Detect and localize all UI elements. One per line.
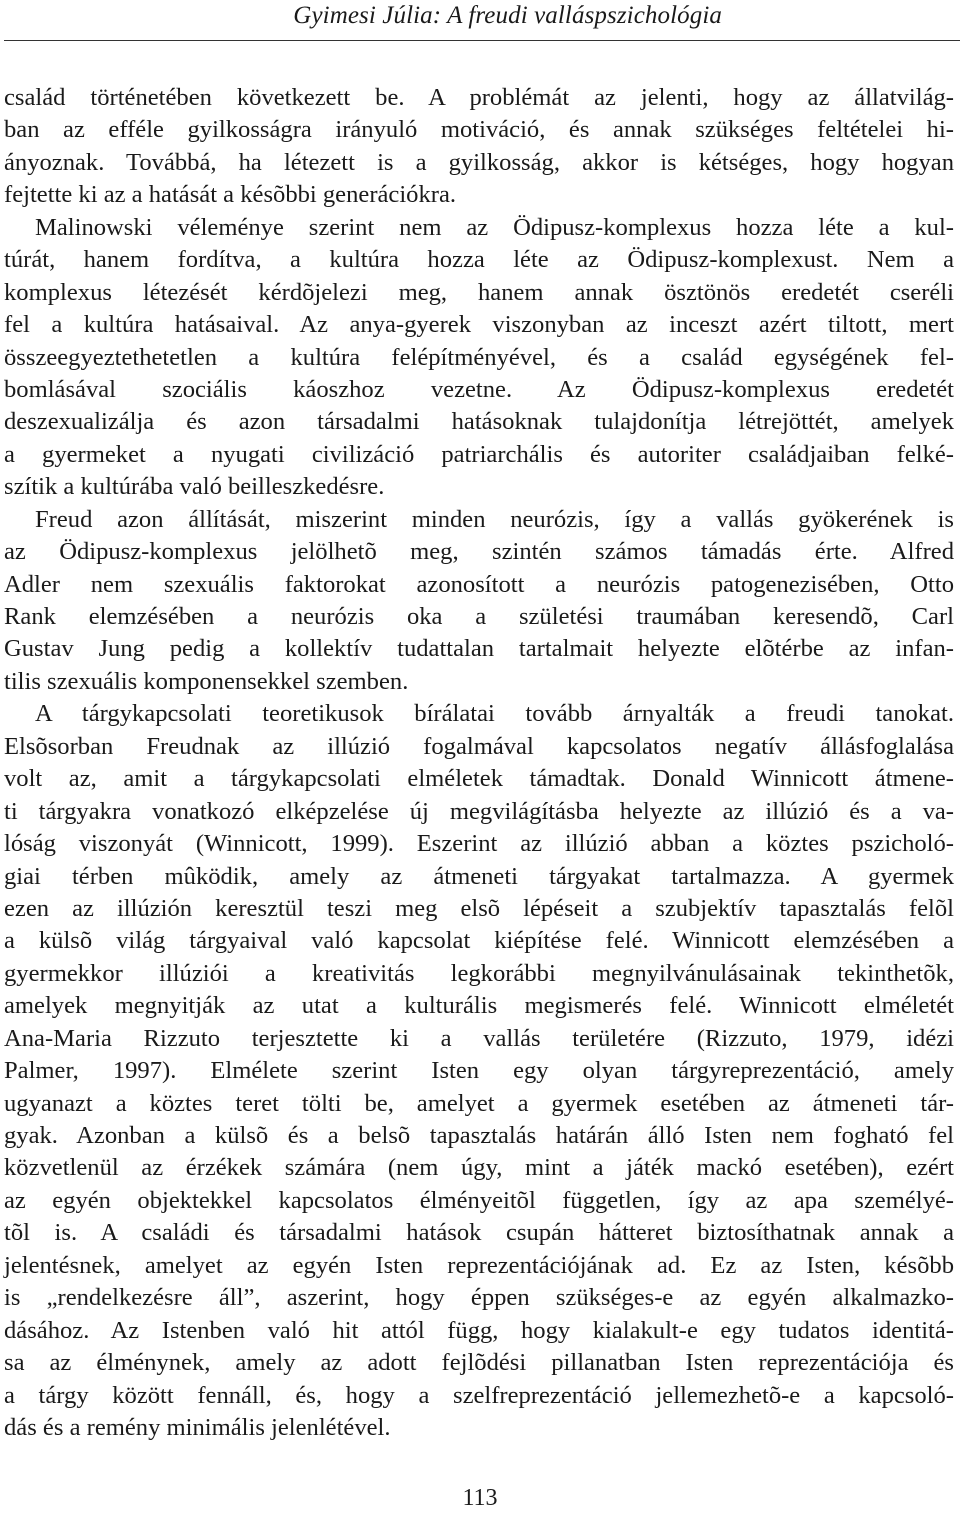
text-line: gyak. Azonban a külsõ és a belsõ tapasztalás határán álló Isten nem fogható fel [4,1122,954,1149]
text-line: Malinowski véleménye szerint nem az Ödipusz-komplexus hozza léte a kul- [35,213,954,241]
page-header [0,0,960,46]
text-line: sa az élménynek, amely az adott fejlõdési pillanatban Isten reprezentációja és [4,1349,954,1377]
text-line: közvetlenül az érzékek számára (nem úgy, mint a játék mackó esetében), ezért [4,1154,954,1182]
text-line: Palmer, 1997). Elmélete szerint Isten egy olyan tárgyreprezentáció, amely [4,1057,954,1085]
text-line: deszexualizálja és azon társadalmi hatásoknak tulajdonítja létrejöttét, amelyek [4,408,954,436]
text-line: volt az, amit a tárgykapcsolati elméletek támadtak. Donald Winnicott átmene- [4,765,954,793]
text-line: Adler nem szexuális faktorokat azonosított a neurózis patogenezisében, Otto [4,570,954,598]
text-line: tilis szexuális komponensekkel szemben. [4,667,409,695]
text-line: Freud azon állítását, miszerint minden neurózis, így a vallás gyökerének is [35,505,954,533]
text-line: túrát, hanem fordítva, a kultúra hozza léte az Ödipusz-komplexust. Nem a [4,246,954,274]
text-line: ugyanazt a köztes teret tölti be, amelyet a gyermek esetében az átmeneti tár- [4,1089,954,1117]
page-number: 113 [462,1485,498,1511]
text-line: a tárgy között fennáll, és, hogy a szelfreprezentáció jellemezhetõ-e a kapcsoló- [4,1381,954,1409]
text-line: giai térben mûködik, amely az átmeneti tárgyakat tartalmazza. A gyermek [4,862,954,890]
text-line: szítik a kultúrába való beilleszkedésre. [4,473,385,501]
running-title: Gyimesi Júlia: A freudi valláspszichológia [293,2,722,29]
text-line: fejtette ki az a hatását a késõbbi generációkra. [4,181,457,209]
text-line: komplexus létezését kérdõjelezi meg, hanem annak ösztönös eredetét cseréli [4,278,954,306]
text-line: tõl is. A családi és társadalmi hatások csupán hátteret biztosíthatnak annak a [4,1219,954,1247]
header-rule [4,40,960,41]
text-line: gyermekkor illúziói a kreativitás legkorábbi megnyilvánulásainak tekinthetõk, [4,959,954,987]
text-line: fel a kultúra hatásaival. Az anya-gyerek viszonyban az inceszt azért tiltott, mert [4,311,954,339]
text-line: lóság viszonyát (Winnicott, 1999). Eszerint az illúzió abban a köztes pszicholó- [4,830,954,858]
text-line: összeegyeztethetetlen a kultúra felépítményével, és a család egységének fel- [4,343,954,371]
text-line: Elsõsorban Freudnak az illúzió fogalmával kapcsolatos negatív állásfoglalása [4,732,954,760]
body-text [4,82,954,1444]
text-line: dás és a remény minimális jelenlétével. [4,1413,391,1441]
text-line: bomlásával szociális káoszhoz vezetne. Az Ödipusz-komplexus eredetét [4,375,954,403]
text-line: dásához. Az Istenben való hit attól függ, hogy kialakult-e egy tudatos identitá- [4,1316,954,1344]
text-line: jelentésnek, amelyet az egyén Isten reprezentációjának ad. Ez az Isten, késõbb [4,1251,954,1279]
text-line: ányoznak. Továbbá, ha létezett is a gyilkosság, akkor is kétséges, hogy hogyan [4,148,954,176]
text-line: Ana-Maria Rizzuto terjesztette ki a vallás területére (Rizzuto, 1979, idézi [4,1024,954,1052]
text-line: ezen az illúzión keresztül teszi meg elsõ lépéseit a szubjektív tapasztalás felõl [4,894,954,922]
text-line: az egyén objektekkel kapcsolatos élményeitõl független, így az apa személyé- [4,1186,954,1214]
text-line: a külsõ világ tárgyaival való kapcsolat kiépítése felé. Winnicott elemzésében a [4,927,954,955]
text-line: Rank elemzésében a neurózis oka a születési traumában keresendõ, Carl [4,603,954,630]
text-line: ti tárgyakra vonatkozó elképzelése új megvilágításba helyezte az illúzió és a va- [4,797,954,825]
text-line: család történetében következett be. A problémát az jelenti, hogy az állatvilág- [4,84,954,111]
text-line: Gustav Jung pedig a kollektív tudattalan tartalmait helyezte elõtérbe az infan- [4,635,954,663]
text-line: A tárgykapcsolati teoretikusok bírálatai tovább árnyalták a freudi tanokat. [35,700,954,728]
text-line: amelyek megnyitják az utat a kulturális megismerés felé. Winnicott elméletét [4,992,954,1020]
text-line: a gyermeket a nyugati civilizáció patriarchális és autoriter családjaiban felké- [4,440,954,468]
text-line: az Ödipusz-komplexus jelölhetõ meg, szintén számos támadás érte. Alfred [4,538,954,566]
text-line: ban az efféle gyilkosságra irányuló motiváció, és annak szükséges feltételei hi- [4,116,954,144]
text-line: is „rendelkezésre áll”, aszerint, hogy éppen szükséges-e az egyén alkalmazko- [4,1284,954,1312]
